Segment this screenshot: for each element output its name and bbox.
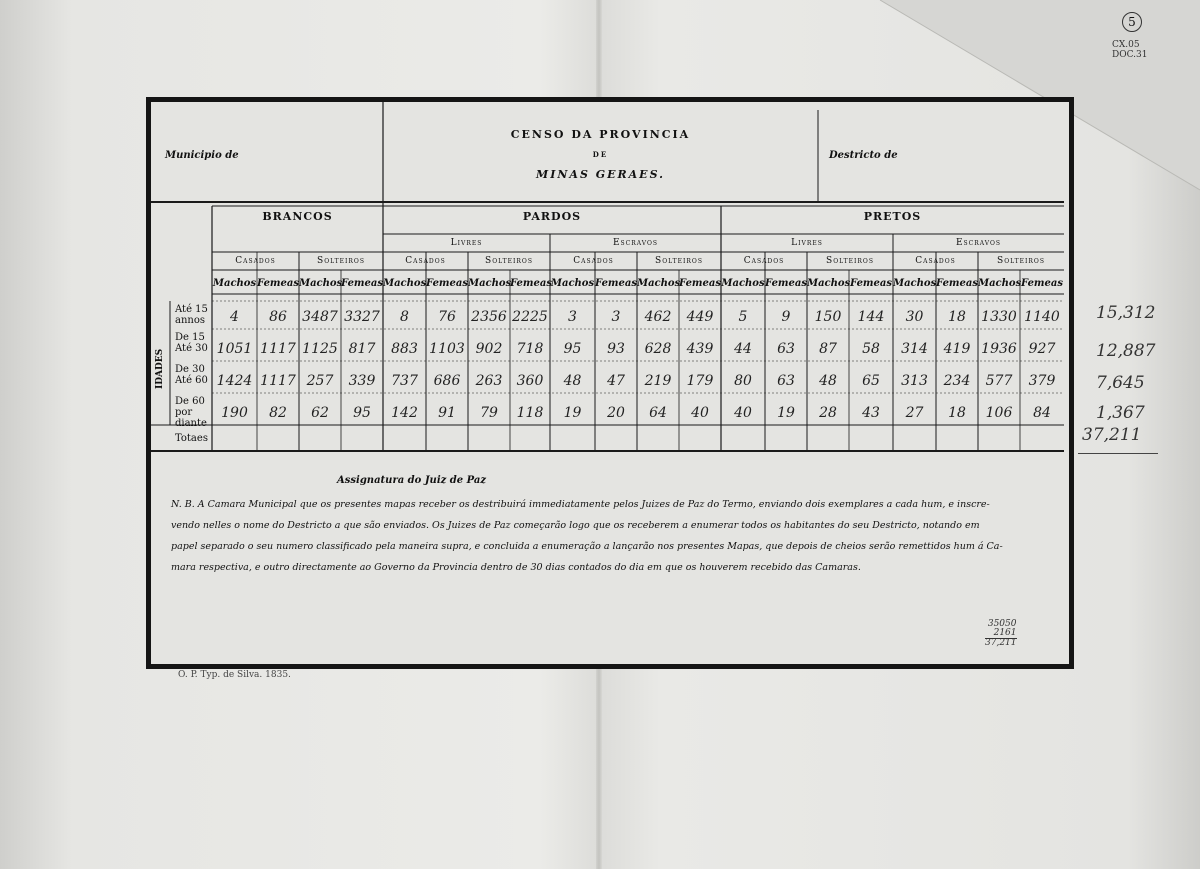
header-machos: Machos [383, 278, 427, 289]
table-cell: 63 [777, 341, 795, 357]
header-femeas: Femeas [936, 278, 978, 289]
table-cell: 62 [311, 405, 329, 421]
table-cell: 144 [857, 309, 885, 325]
table-cell: 628 [644, 341, 672, 357]
pardos-escravos-casados-label: Casados [573, 256, 614, 266]
row-sum: 12,887 [1096, 341, 1156, 361]
table-cell: 142 [391, 405, 418, 421]
table-cell: 79 [480, 405, 498, 421]
header-machos: Machos [807, 278, 851, 289]
table-cell: 313 [901, 373, 928, 389]
pardos-livres-solteiros-label: Solteiros [485, 256, 533, 266]
table-cell: 179 [686, 373, 714, 389]
table-cell: 686 [433, 373, 461, 389]
table-cell: 339 [348, 373, 376, 389]
table-cell: 80 [734, 373, 752, 389]
table-cell: 84 [1033, 405, 1051, 421]
table-cell: 419 [943, 341, 971, 357]
table-cell: 27 [905, 405, 924, 421]
table-cell: 449 [686, 309, 714, 325]
table-cell: 48 [563, 373, 582, 389]
header-machos: Machos [468, 278, 512, 289]
header-femeas: Femeas [257, 278, 299, 289]
table-cell: 19 [563, 405, 582, 421]
group-brancos: BRANCOS [262, 210, 333, 223]
table-cell: 1140 [1024, 309, 1060, 325]
note-line: papel separado o seu numero classificado pela maneira supra, e concluida a enumeração a lançarão nos presentes Mapas, que depois de cheios serão remettidos hum á Ca- [171, 541, 1003, 552]
group-pardos: PARDOS [522, 210, 582, 223]
brancos-solteiros-label: Solteiros [317, 256, 365, 266]
table-cell: 360 [516, 373, 544, 389]
table-cell: 1330 [981, 309, 1017, 325]
table-cell: 234 [943, 373, 971, 389]
table-cell: 190 [221, 405, 248, 421]
corner-sum-line1: 35050 [987, 619, 1017, 629]
municipio-label: Municipio de [165, 150, 239, 161]
table-cell: 40 [691, 405, 709, 421]
pardos-escravos-label: Escravos [612, 238, 659, 248]
pretos-escravos-casados-label: Casados [915, 256, 956, 266]
table-cell: 47 [607, 373, 625, 389]
table-cell: 1117 [260, 373, 296, 389]
table-cell: 76 [438, 309, 456, 325]
archive-ref-line1: CX.05 [1112, 40, 1140, 50]
table-cell: 82 [269, 405, 287, 421]
table-cell: 927 [1028, 341, 1056, 357]
table-cell: 379 [1028, 373, 1056, 389]
table-cell: 28 [819, 405, 837, 421]
brancos-casados-label: Casados [235, 256, 276, 266]
header-machos: Machos [212, 278, 257, 289]
table-cell: 439 [686, 341, 714, 357]
table-cell: 2356 [471, 309, 507, 325]
age-group-label: De 30 Até 60 [175, 364, 208, 386]
table-cell: 3327 [344, 309, 380, 325]
table-cell: 5 [738, 309, 748, 325]
corner-sum [985, 620, 1017, 648]
table-cell: 65 [862, 373, 880, 389]
table-cell: 64 [649, 405, 667, 421]
header-machos: Machos [299, 278, 343, 289]
pretos-escravos-solteiros-label: Solteiros [997, 256, 1045, 266]
printer-imprint: O. P. Typ. de Silva. 1835. [178, 670, 291, 680]
header-femeas: Femeas [850, 278, 892, 289]
header-femeas: Femeas [341, 278, 383, 289]
pardos-livres-label: Livres [450, 238, 483, 248]
header-femeas: Femeas [679, 278, 721, 289]
pretos-livres-label: Livres [791, 238, 823, 248]
table-cell: 48 [819, 373, 837, 389]
header-femeas: Femeas [765, 278, 807, 289]
header-machos: Machos [637, 278, 681, 289]
table-cell: 30 [905, 309, 924, 325]
table-cell: 63 [777, 373, 795, 389]
table-cell: 2225 [512, 309, 548, 325]
table-cell: 95 [353, 405, 371, 421]
header-machos: Machos [721, 278, 765, 289]
table-cell: 1051 [216, 341, 253, 357]
table-cell: 1424 [216, 373, 253, 389]
table-cell: 44 [734, 341, 752, 357]
archive-ref-line2: DOC.31 [1112, 50, 1148, 60]
table-cell: 817 [348, 341, 376, 357]
table-cell: 263 [475, 373, 503, 389]
header-femeas: Femeas [1021, 278, 1063, 289]
row-sum: 15,312 [1096, 303, 1156, 323]
table-cell: 4 [230, 309, 239, 325]
census-title: CENSO DA PROVINCIA [510, 128, 691, 141]
table-cell: 43 [862, 405, 880, 421]
table-cell: 902 [475, 341, 503, 357]
census-form [146, 97, 1074, 669]
table-cell: 19 [777, 405, 795, 421]
table-cell: 106 [985, 405, 1013, 421]
age-group-label: De 60 por diante [175, 396, 207, 429]
header-machos: Machos [978, 278, 1022, 289]
table-cell: 93 [607, 341, 625, 357]
table-cell: 20 [607, 405, 625, 421]
corner-sum-result: 37,211 [985, 638, 1017, 648]
table-cell: 118 [516, 405, 544, 421]
table-cell: 87 [819, 341, 837, 357]
table-cell: 462 [644, 309, 672, 325]
districto-label: Destricto de [829, 150, 898, 161]
group-pretos: PRETOS [863, 210, 922, 223]
census-title-province: MINAS GERAES. [536, 168, 665, 181]
header-machos: Machos [893, 278, 937, 289]
corner-sum-line2: 2161 [985, 629, 1017, 639]
table-cell: 3 [611, 309, 621, 325]
table-cell: 314 [901, 341, 928, 357]
grand-total-rule [1078, 453, 1158, 454]
table-cell: 718 [516, 341, 544, 357]
header-femeas: Femeas [510, 278, 552, 289]
census-title-de: DE [592, 150, 609, 159]
table-cell: 58 [862, 341, 880, 357]
table-cell: 1117 [260, 341, 296, 357]
totaes-label: Totaes [175, 433, 208, 444]
table-cell: 219 [644, 373, 672, 389]
age-group-label: De 15 Até 30 [175, 332, 208, 354]
table-cell: 3487 [302, 309, 338, 325]
table-cell: 577 [985, 373, 1013, 389]
note-line: vendo nelles o nome do Destricto a que são enviados. Os Juizes de Paz começarão logo que os receberem a enumerar todos os habitantes do seu Destricto, notando em [171, 520, 980, 531]
table-cell: 150 [814, 309, 842, 325]
note-line: mara respectiva, e outro directamente ao Governo da Provincia dentro de 30 dias contados do dia em que os houverem recebido das Camaras. [171, 562, 861, 573]
table-cell: 9 [781, 309, 791, 325]
pretos-livres-solteiros-label: Solteiros [826, 256, 874, 266]
idades-label: IDADES [155, 348, 165, 389]
table-cell: 3 [568, 309, 577, 325]
header-machos: Machos [550, 278, 595, 289]
table-cell: 1103 [429, 341, 465, 357]
row-sum: 1,367 [1096, 403, 1145, 423]
instructions-note [171, 494, 1061, 578]
table-cell: 257 [306, 373, 334, 389]
grand-total: 37,211 [1082, 425, 1142, 445]
age-group-label: Até 15 annos [175, 304, 208, 326]
archive-reference [1112, 40, 1147, 60]
table-cell: 883 [391, 341, 418, 357]
archive-page-number: 5 [1122, 12, 1142, 32]
table-cell: 95 [563, 341, 582, 357]
header-femeas: Femeas [426, 278, 468, 289]
signature-label: Assignatura do Juiz de Paz [337, 475, 487, 486]
pardos-livres-casados-label: Casados [405, 256, 446, 266]
pretos-escravos-label: Escravos [955, 238, 1002, 248]
table-cell: 737 [391, 373, 418, 389]
table-cell: 40 [734, 405, 752, 421]
table-cell: 1936 [981, 341, 1017, 357]
pardos-escravos-solteiros-label: Solteiros [655, 256, 703, 266]
table-cell: 18 [948, 405, 966, 421]
table-cell: 1125 [302, 341, 338, 357]
header-femeas: Femeas [595, 278, 637, 289]
pretos-livres-casados-label: Casados [743, 256, 785, 266]
note-line: N. B. A Camara Municipal que os presentes mapas receber os destribuirá immediatamente pelos Juizes de Paz do Termo, enviando dois exemplares a cada hum, e inscre- [171, 499, 990, 510]
table-cell: 18 [948, 309, 966, 325]
table-cell: 86 [269, 309, 287, 325]
row-sum: 7,645 [1096, 373, 1145, 393]
table-cell: 91 [438, 405, 456, 421]
table-cell: 8 [400, 309, 409, 325]
